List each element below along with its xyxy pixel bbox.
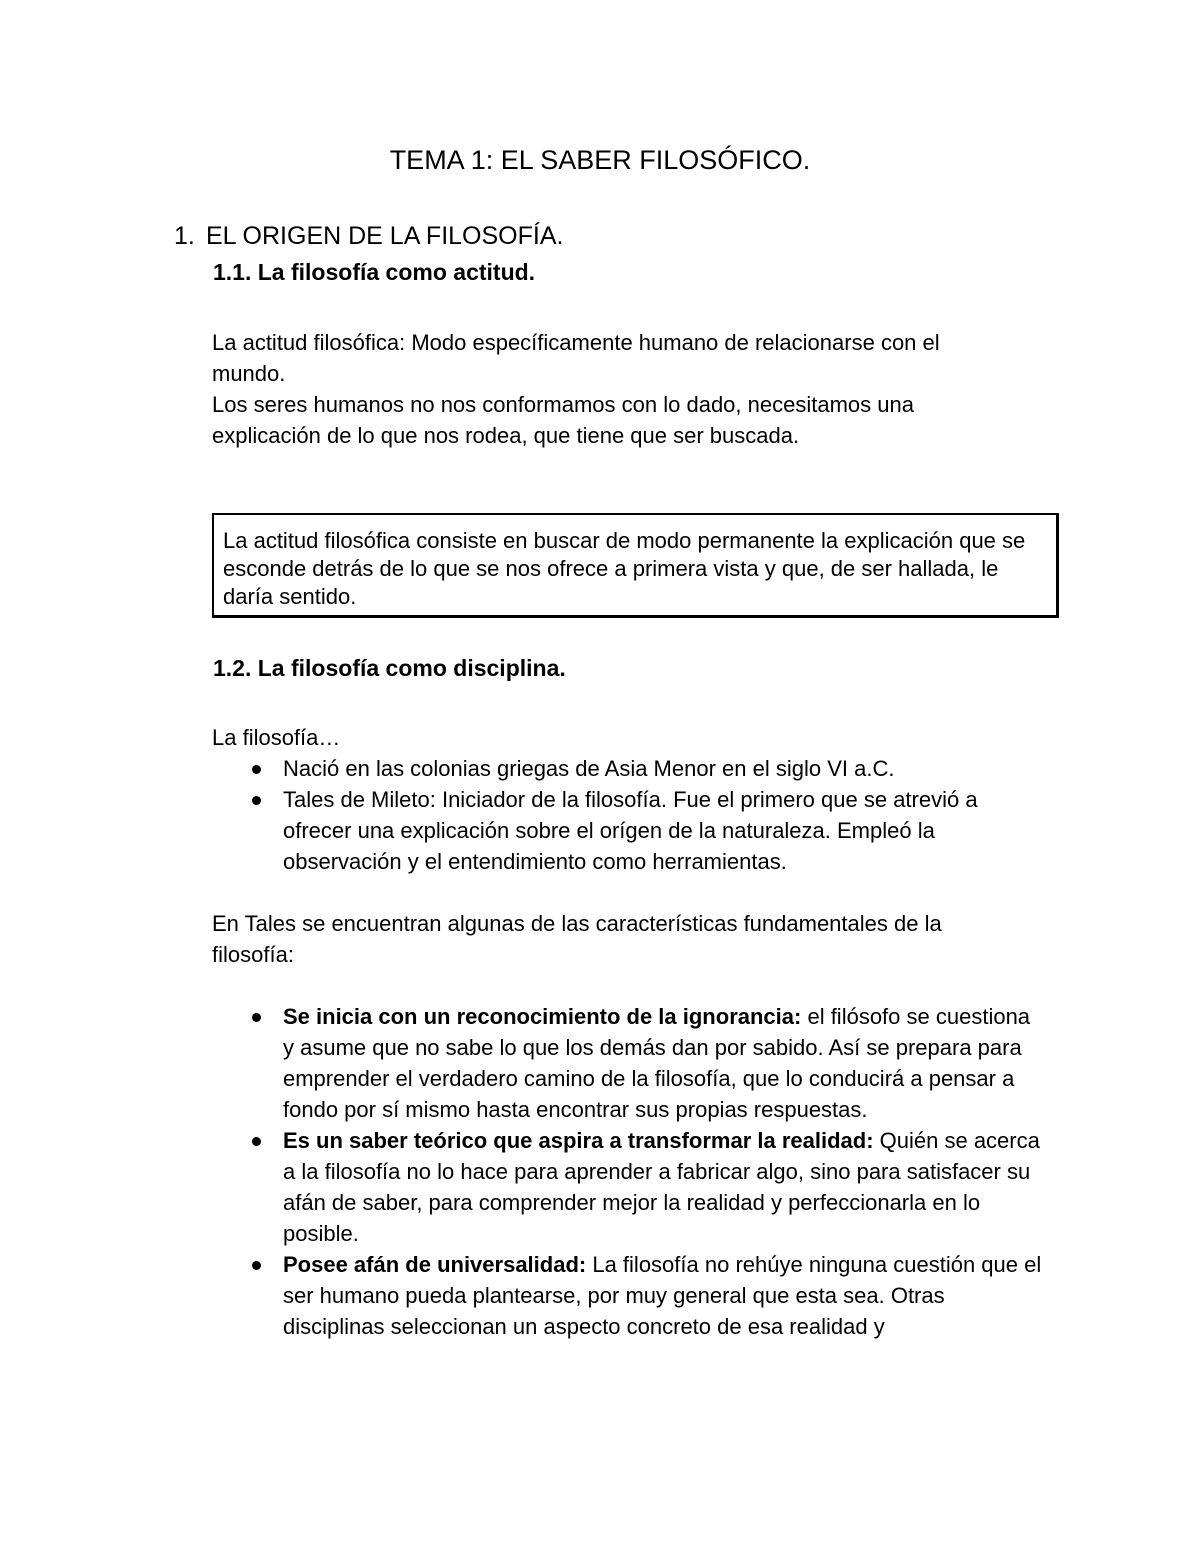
paragraph-actitud-explanation: Los seres humanos no nos conformamos con lo dado, necesitamos una explicación de lo que nos rodea, que tiene que ser buscada. — [212, 392, 914, 448]
paragraph-tales-characteristics: En Tales se encuentran algunas de las características fundamentales de la filosofía: — [212, 911, 942, 967]
list-item — [245, 753, 1045, 784]
paragraph-actitud-definition: La actitud filosófica: Modo específicamente humano de relacionarse con el mundo. — [212, 330, 940, 386]
characteristic-term: Es un saber teórico que aspira a transformar la realidad: — [283, 1128, 874, 1153]
list-item-text: Tales de Mileto: Iniciador de la filosofía. Fue el primero que se atrevió a ofrecer una explicación sobre el orígen de la naturaleza. Empleó la observación y el entendimiento como herramientas. — [283, 787, 978, 874]
bullet-icon — [252, 796, 261, 805]
characteristic-text: La filosofía no rehúye ninguna cuestión que el ser humano pueda plantearse, por muy general que esta sea. Otras disciplinas seleccionan un aspecto concreto de esa realidad y — [283, 1252, 1042, 1339]
document-title: TEMA 1: EL SABER FILOSÓFICO. — [389, 145, 811, 175]
list-item — [245, 1249, 1045, 1342]
characteristic-term: Se inicia con un reconocimiento de la ignorancia: — [283, 1004, 802, 1029]
callout-text: La actitud filosófica consiste en buscar de modo permanente la explicación que se esconde detrás de lo que se nos ofrece a primera vista y que, de ser hallada, le daría sentido. — [223, 528, 1026, 609]
section-title: EL ORIGEN DE LA FILOSOFÍA. — [205, 222, 564, 250]
characteristic-term: Posee afán de universalidad: — [283, 1252, 587, 1277]
characteristic-text: Quién se acerca a la filosofía no lo hace para aprender a fabricar algo, sino para satisfacer su afán de saber, para comprender mejor la realidad y perfeccionarla en lo posible. — [283, 1128, 1040, 1246]
bullet-list-characteristics — [245, 1001, 1045, 1342]
bullet-icon — [252, 1137, 261, 1146]
callout-box — [212, 513, 1059, 618]
bullet-icon — [252, 765, 261, 774]
list-item — [245, 1001, 1045, 1125]
list-item-text: Nació en las colonias griegas de Asia Menor en el siglo VI a.C. — [283, 756, 895, 781]
bullet-list-origin — [245, 753, 1045, 877]
list-item — [245, 1125, 1045, 1249]
subsection-1-title: 1.1. La filosofía como actitud. — [213, 259, 536, 285]
paragraph-filosofia-intro: La filosofía… — [212, 725, 341, 750]
characteristic-text: el filósofo se cuestiona y asume que no sabe lo que los demás dan por sabido. Así se prepara para emprender el verdadero camino de la filosofía, que lo conducirá a pensar a fondo por sí mismo hasta encontrar sus propias respuestas. — [283, 1004, 1031, 1122]
list-item — [245, 784, 1045, 877]
section-heading — [174, 220, 563, 252]
bullet-icon — [252, 1013, 261, 1022]
subsection-2-title: 1.2. La filosofía como disciplina. — [213, 655, 566, 681]
bullet-icon — [252, 1261, 261, 1270]
section-number: 1. — [174, 222, 195, 250]
